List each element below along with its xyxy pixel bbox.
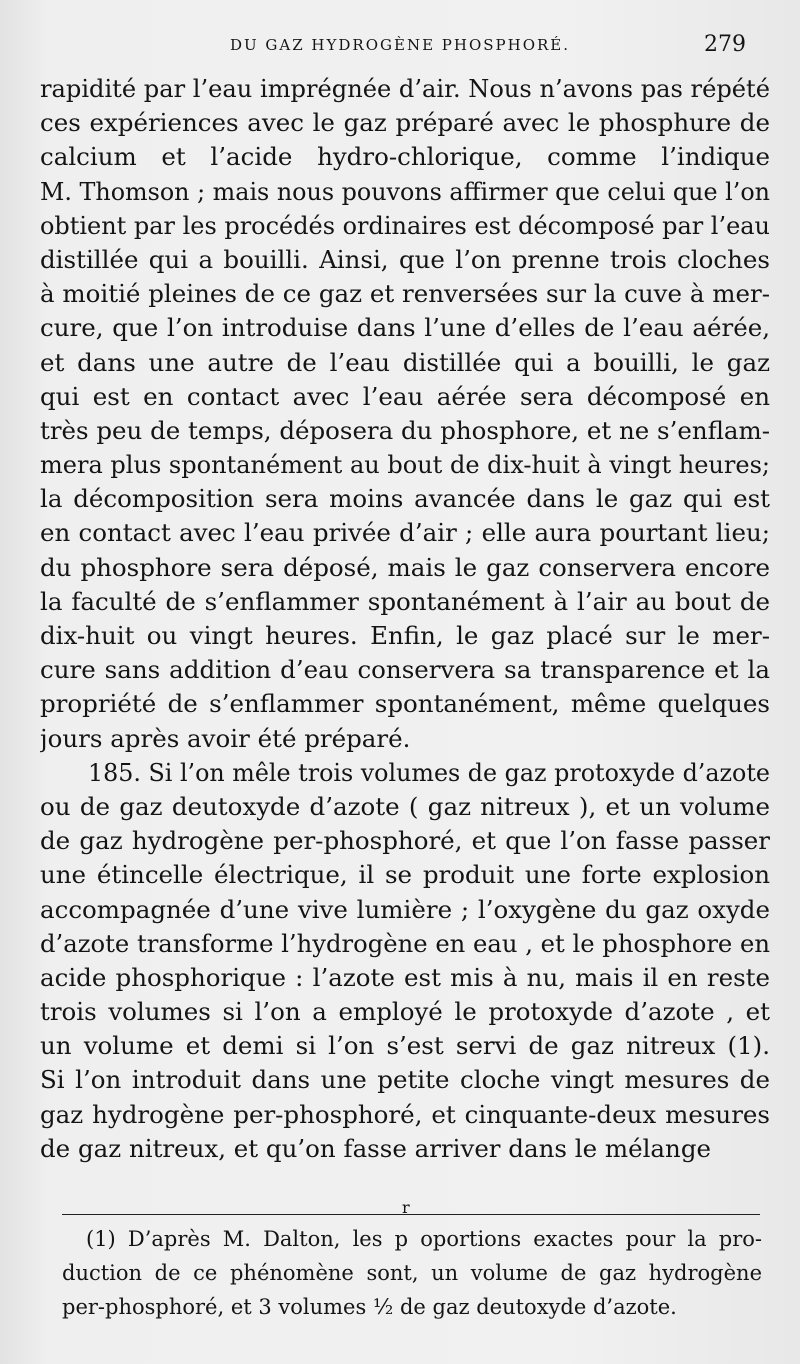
footnote-line: per-phosphoré, et 3 volumes ½ de gaz deutoxyde d’azote.	[62, 1295, 677, 1319]
running-head	[40, 30, 760, 64]
text-line: la faculté de s’enflammer spontanément à l’air au bout de	[40, 586, 770, 616]
text-line: M. Thomson ; mais nous pouvons affirmer que celui que l’on	[40, 176, 770, 206]
text-line: ces expériences avec le gaz préparé avec le phosphure de	[40, 108, 770, 138]
footnote-line: (1) D’après M. Dalton, les p oportions exactes pour la pro-	[86, 1227, 762, 1251]
text-line: et dans une autre de l’eau distillée qui a bouilli, le gaz	[40, 347, 770, 377]
page-number: 279	[704, 32, 746, 57]
text-line: acide phosphorique : l’azote est mis à nu, mais il en reste	[40, 962, 770, 992]
text-line: de gaz nitreux, et qu’on fasse arriver dans le mélange	[40, 1133, 711, 1163]
text-line: très peu de temps, déposera du phosphore, et ne s’enflam-	[40, 415, 770, 445]
text-line: d’azote transforme l’hydrogène en eau , et le phosphore en	[40, 928, 770, 958]
text-line: la décomposition sera moins avancée dans le gaz qui est	[40, 484, 770, 514]
text-line: un volume et demi si l’on s’est servi de gaz nitreux (1).	[40, 1031, 770, 1061]
footnote-line: duction de ce phénomène sont, un volume de gaz hydrogène	[62, 1261, 762, 1285]
text-line: mera plus spontanément au bout de dix-huit à vingt heures;	[40, 450, 770, 480]
text-line: Si l’on introduit dans une petite cloche vingt mesures de	[40, 1065, 770, 1095]
text-line: du phosphore sera déposé, mais le gaz conservera encore	[40, 552, 770, 582]
text-line: rapidité par l’eau imprégnée d’air. Nous n’avons pas répété	[40, 74, 770, 103]
text-line: accompagnée d’une vive lumière ; l’oxygène du gaz oxyde	[40, 894, 770, 924]
text-line: en contact avec l’eau privée d’air ; elle aura pourtant lieu;	[40, 518, 770, 548]
text-line: trois volumes si l’on a employé le protoxyde d’azote , et	[40, 997, 770, 1027]
text-line: de gaz hydrogène per-phosphoré, et que l’on fasse passer	[40, 826, 770, 856]
text-line: ou de gaz deutoxyde d’azote ( gaz nitreux ), et un volume	[40, 791, 770, 821]
text-line: 185. Si l’on mêle trois volumes de gaz protoxyde d’azote	[88, 757, 770, 787]
text-line: calcium et l’acide hydro-chlorique, comme l’indique	[40, 142, 770, 172]
text-line: propriété de s’enflammer spontanément, même quelques	[40, 689, 770, 719]
text-line: gaz hydrogène per-phosphoré, et cinquante-deux mesures	[40, 1099, 770, 1129]
text-line: une étincelle électrique, il se produit une forte explosion	[40, 860, 770, 890]
text-line: jours après avoir été préparé.	[40, 723, 411, 753]
text-line: à moitié pleines de ce gaz et renversées sur la cuve à mer-	[40, 279, 770, 309]
footnote	[62, 1222, 762, 1324]
text-line: cure sans addition d’eau conservera sa transparence et la	[40, 655, 770, 685]
running-head-title: DU GAZ HYDROGÈNE PHOSPHORÉ.	[229, 36, 571, 54]
text-line: qui est en contact avec l’eau aérée sera décomposé en	[40, 381, 770, 411]
footnote-rule	[62, 1214, 760, 1215]
signature-mark: r	[402, 1198, 410, 1217]
text-line: obtient par les procédés ordinaires est décomposé par l’eau	[40, 210, 770, 240]
text-line: cure, que l’on introduise dans l’une d’elles de l’eau aérée,	[40, 313, 770, 343]
text-line: dix-huit ou vingt heures. Enfin, le gaz placé sur le mer-	[40, 621, 770, 650]
body-text	[40, 72, 770, 1166]
text-line: distillée qui a bouilli. Ainsi, que l’on prenne trois cloches	[40, 244, 770, 274]
